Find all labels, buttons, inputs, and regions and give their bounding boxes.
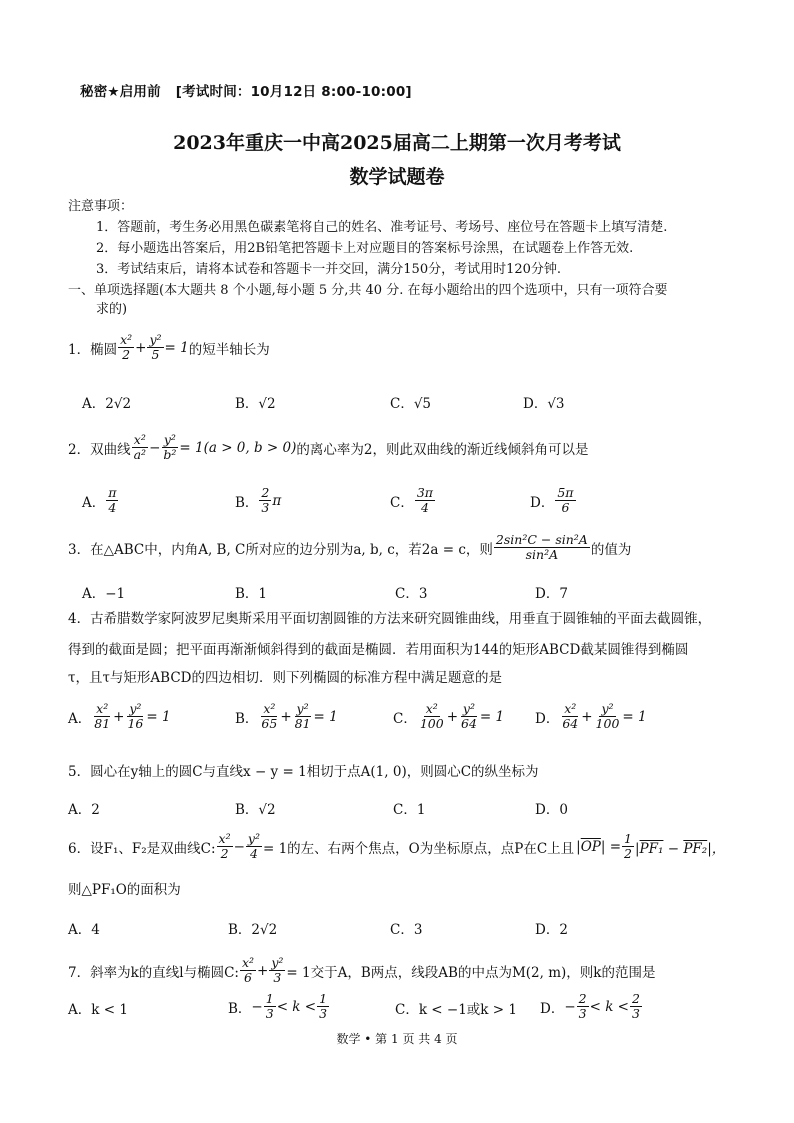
fraction-x2-2: $\frac{\text{x²}}{2}$: [120, 332, 133, 362]
question-2: 2．双曲线 $\frac{\text{x²}}{\text{a²}}$ − $\frac{\text{y²}}{\text{b²}}$ = 1(a > 0, b > 0) 的离心率为2，则此双曲线的渐近线倾斜角可以是: [68, 432, 589, 462]
q6-option-c[interactable]: C．3: [390, 922, 423, 938]
question-1-post: 的短半轴长为: [188, 341, 270, 358]
notice-heading: 注意事项：: [68, 199, 134, 214]
question-5: 5．圆心在y轴上的圆C与直线x − y = 1相切于点A(1, 0)，则圆心C的纵坐标为: [68, 764, 539, 780]
q3-option-c[interactable]: C．3: [395, 586, 428, 602]
q5-option-d[interactable]: D．0: [535, 802, 568, 818]
q7-option-c[interactable]: C．k < −1或k > 1: [395, 1002, 517, 1018]
q3-option-b[interactable]: B．1: [235, 586, 268, 602]
question-6-line2: 则△PF₁O的面积为: [68, 882, 181, 898]
q4-option-a[interactable]: A． $\frac{\text{x²}}{81}$ + $\frac{\text{y²}}{16}$ = 1: [68, 701, 171, 731]
section-heading: 一、单项选择题(本大题共 8 个小题,每小题 5 分,共 40 分. 在每小题给出的四个选项中，只有一项符合要: [68, 283, 668, 298]
q4-option-c[interactable]: C． $\frac{\text{x²}}{100}$ + $\frac{\text{y²}}{64}$ = 1: [393, 701, 505, 731]
question-3: 3．在△ABC中，内角A, B, C所对应的边分别为a, b, c，若2a = c，则 $\frac{\text{2sin²C − sin²A}}{\text{sin²A}}$ 的值为: [68, 532, 632, 562]
section-heading-cont: 求的): [96, 302, 128, 317]
page-footer: 数学 • 第 1 页 共 4 页: [336, 1032, 458, 1046]
notice-item-3: 3．考试结束后，请将本试卷和答题卡一并交回，满分150分，考试用时120分钟.: [96, 262, 562, 277]
q7-option-d[interactable]: D． − $\frac{2}{3}$ < k < $\frac{2}{3}$: [540, 991, 640, 1021]
q2-option-b[interactable]: B． $\frac{2}{3}$ π: [235, 485, 282, 515]
question-7: 7．斜率为k的直线l与椭圆C: $\frac{\text{x²}}{6}$ + $\frac{\text{y²}}{3}$ = 1交于A，B两点，线段AB的中点为M(2, m)，则k的范围是: [68, 955, 656, 985]
question-4-line3: τ，且τ与矩形ABCD的四边相切．则下列椭圆的标准方程中满足题意的是: [68, 670, 503, 686]
exam-header: [80, 80, 412, 100]
q3-option-d[interactable]: D．7: [535, 586, 568, 602]
q1-option-d[interactable]: D．√3: [523, 396, 565, 412]
q2-option-c[interactable]: C． $\frac{3\pi}{4}$: [390, 485, 434, 515]
q1-option-b[interactable]: B．√2: [235, 396, 276, 412]
q6-option-b[interactable]: B．2√2: [228, 922, 278, 938]
q6-option-d[interactable]: D．2: [535, 922, 568, 938]
question-2-pre: 2．双曲线: [68, 441, 131, 458]
q7-option-b[interactable]: B． − $\frac{1}{3}$ < k < $\frac{1}{3}$: [228, 991, 328, 1021]
q5-option-c[interactable]: C．1: [393, 802, 426, 818]
exam-time: [考试时间：10月12日 8:00-10:00]: [175, 84, 412, 100]
q1-option-c[interactable]: C．√5: [390, 396, 432, 412]
question-1-pre: 1．椭圆: [68, 341, 118, 358]
question-2-post: 的离心率为2，则此双曲线的渐近线倾斜角可以是: [296, 441, 589, 458]
q4-option-d[interactable]: D． $\frac{\text{x²}}{64}$ + $\frac{\text{y²}}{100}$ = 1: [535, 701, 647, 731]
q2-option-d[interactable]: D． $\frac{5\pi}{6}$: [530, 485, 574, 515]
notice-item-1: 1．答题前，考生务必用黑色碳素笔将自己的姓名、准考证号、考场号、座位号在答题卡上填写清楚.: [96, 220, 668, 235]
question-1: 1．椭圆 $\frac{\text{x²}}{2}$ + $\frac{\text{y²}}{5}$ = 1 的短半轴长为: [68, 332, 270, 362]
q1-option-a[interactable]: A．2√2: [82, 396, 132, 412]
question-4-line1: 4．古希腊数学家阿波罗尼奥斯采用平面切割圆锥的方法来研究圆锥曲线，用垂直于圆锥轴的平面去截圆锥，: [68, 611, 712, 627]
question-6: 6．设F₁、F₂是双曲线C: $\frac{\text{x²}}{2}$ − $\frac{\text{y²}}{4}$ = 1的左、右两个焦点，O为坐标原点，点P在C上且 $|\overline{OP}|$ = $\frac{1}{2}$ |PF₁ − PF₂|，: [68, 831, 726, 861]
question-3-pre: 3．在△ABC中，内角A, B, C所对应的边分别为a, b, c，若2a = c，则: [68, 541, 493, 558]
q6-option-a[interactable]: A．4: [68, 922, 100, 938]
q2-option-a[interactable]: A． $\frac{\pi}{4}$: [82, 485, 117, 515]
q4-option-b[interactable]: B． $\frac{\text{x²}}{65}$ + $\frac{\text{y²}}{81}$ = 1: [235, 701, 338, 731]
q7-option-a[interactable]: A．k < 1: [68, 1002, 128, 1018]
q3-option-a[interactable]: A．−1: [82, 586, 126, 602]
question-3-post: 的值为: [590, 541, 632, 558]
paper-subtitle: 数学试题卷: [349, 166, 445, 188]
q5-option-a[interactable]: A．2: [68, 802, 100, 818]
fraction-y2-5: $\frac{\text{y²}}{5}$: [149, 332, 162, 362]
secret-label: 秘密★启用前: [80, 84, 161, 100]
q5-option-b[interactable]: B．√2: [235, 802, 276, 818]
question-4-line2: 得到的截面是圆；把平面再渐渐倾斜得到的截面是椭圆．若用面积为144的矩形ABCD截某圆锥得到椭圆: [68, 642, 689, 658]
question-6-mid: = 1的左、右两个焦点，O为坐标原点，点P在C上且: [262, 840, 575, 857]
question-2-cond: = 1(a > 0, b > 0): [179, 439, 297, 456]
question-7-post: = 1交于A，B两点，线段AB的中点为M(2, m)，则k的范围是: [286, 964, 656, 981]
paper-title: 2023年重庆一中高2025届高二上期第一次月考考试: [173, 132, 621, 154]
notice-item-2: 2．每小题选出答案后，用2B铅笔把答题卡上对应题目的答案标号涂黑，在试题卷上作答无效.: [96, 241, 634, 256]
question-7-pre: 7．斜率为k的直线l与椭圆C:: [68, 964, 239, 981]
question-6-pre: 6．设F₁、F₂是双曲线C:: [68, 840, 216, 857]
